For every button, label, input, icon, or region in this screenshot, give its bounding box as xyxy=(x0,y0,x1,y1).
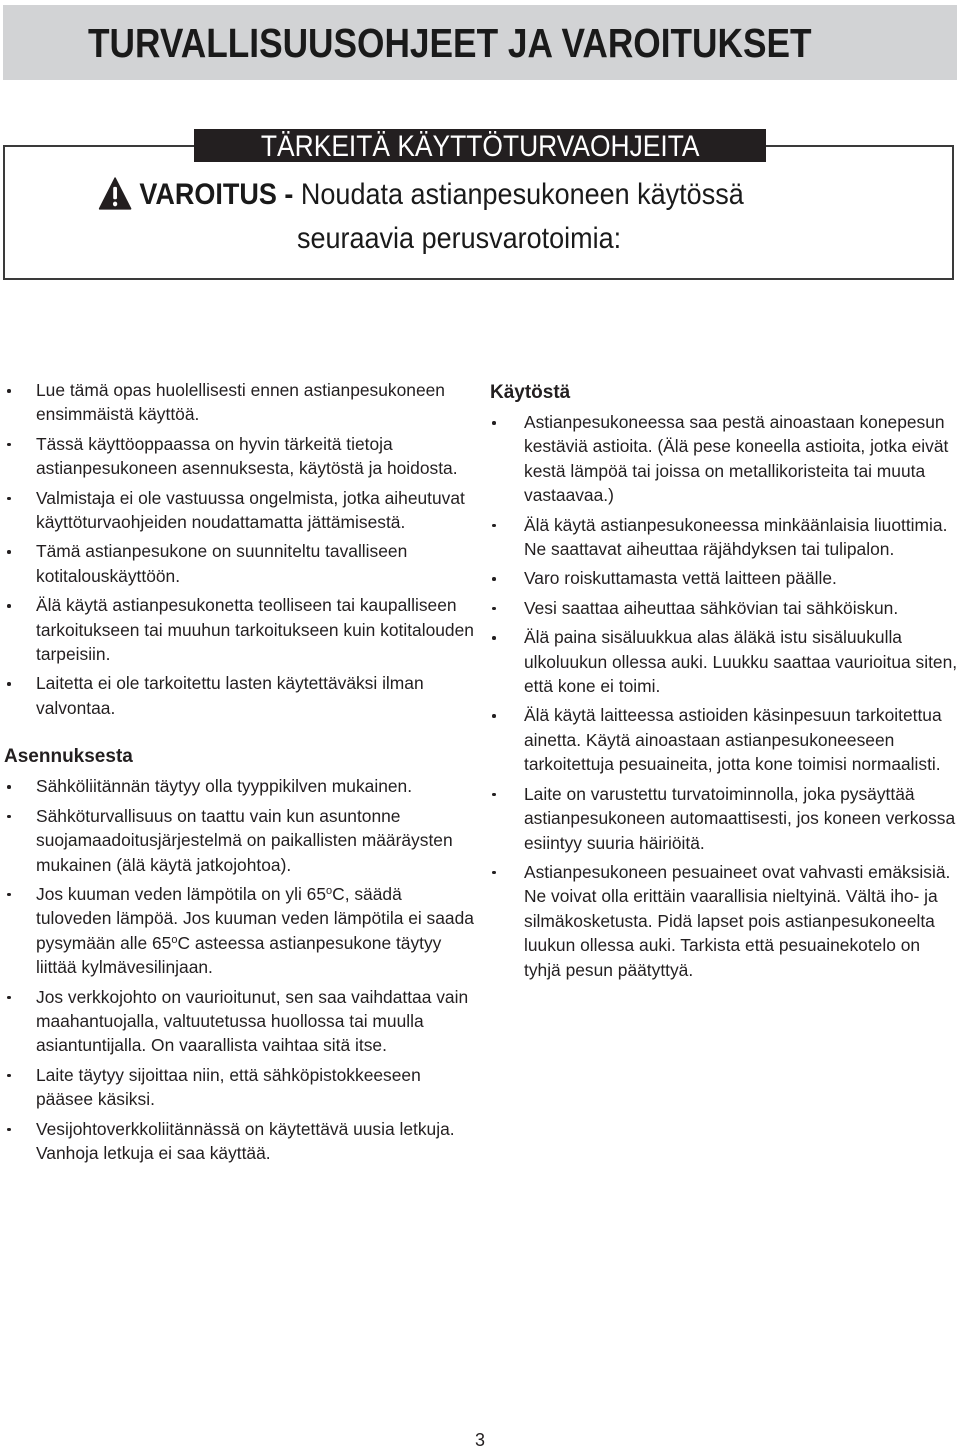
list-item: Sähköliitännän täytyy olla tyyppikilven mukainen. xyxy=(4,774,474,798)
warning-banner-text: TÄRKEITÄ KÄYTTÖTURVAOHJEITA xyxy=(260,130,700,163)
list-item: Laite on varustettu turvatoiminnolla, joka pysäyttää astianpesukoneen automaattisesti, jos koneen verkossa esiintyy suuria häiriöitä. xyxy=(490,782,960,855)
list-item: Astianpesukoneessa saa pestä ainoastaan konepesun kestäviä astioita. (Älä pese koneella astioita, jotka eivät kestä lämpöä tai joissa on metallikoristeita tai muuta vastaavaa.) xyxy=(490,410,960,508)
right-column xyxy=(490,380,960,987)
page-title: TURVALLISUUSOHJEET JA VAROITUKSET xyxy=(88,20,812,66)
page-number: 3 xyxy=(474,1430,485,1450)
list-item: Laite täytyy sijoittaa niin, että sähköpistokkeeseen pääsee käsiksi. xyxy=(4,1063,474,1112)
left-column xyxy=(4,378,474,1170)
list-item: Vesijohtoverkkoliitännässä on käytettävä uusia letkuja. Vanhoja letkuja ei saa käyttää. xyxy=(4,1117,474,1166)
text-segment: C, säädä tuloveden lämpöä. Jos kuuman veden lämpötila ei saada pysymään alle 65 xyxy=(36,883,474,953)
warning-line-1 xyxy=(98,173,815,217)
warning-label: VAROITUS - xyxy=(139,178,294,211)
warning-line-2 xyxy=(297,217,657,261)
list-item: Tässä käyttöoppaassa on hyvin tärkeitä tietoja astianpesukoneen asennuksesta, käytöstä ja hoidosta. xyxy=(4,432,474,481)
list-item: Sähköturvallisuus on taattu vain kun asuntonne suojamaadoitusjärjestelmä on paikallisten määräysten mukainen (älä käytä jatkojohtoa). xyxy=(4,804,474,877)
intro-list xyxy=(4,378,474,720)
degree-mark: o xyxy=(326,884,333,897)
warning-text-1: Noudata astianpesukoneen käytössä xyxy=(300,178,744,211)
list-item: Älä paina sisäluukkua alas äläkä istu sisäluukulla ulkoluukun ollessa auki. Luukku saattaa vaurioitua siten, että kone ei toimi. xyxy=(490,625,960,698)
list-item: Tämä astianpesukone on suunniteltu tavalliseen kotitalouskäyttöön. xyxy=(4,539,474,588)
list-item: Valmistaja ei ole vastuussa ongelmista, jotka aiheutuvat käyttöturvaohjeiden noudattamatta jättämisestä. xyxy=(4,486,474,535)
warning-text-2: seuraavia perusvarotoimia: xyxy=(297,222,622,255)
degree-mark: o xyxy=(171,933,178,946)
list-item: Älä käytä astianpesukonetta teolliseen tai kaupalliseen tarkoitukseen tai muuhun tarkoitukseen kuin kotitalouden tarpeisiin. xyxy=(4,593,474,666)
list-item: Älä käytä astianpesukoneessa minkäänlaisia liuottimia. Ne saattavat aiheuttaa räjähdyksen tai tulipalon. xyxy=(490,513,960,562)
text-segment: C asteessa astianpesukone täytyy liittää kylmävesilinjaan. xyxy=(36,932,442,978)
asennuksesta-list xyxy=(4,774,474,1165)
list-item: Vesi saattaa aiheuttaa sähkövian tai sähköiskun. xyxy=(490,596,960,620)
section-heading-kaytosta: Käytöstä xyxy=(490,382,571,403)
kaytosta-list xyxy=(490,410,960,982)
list-item: Laitetta ei ole tarkoitettu lasten käytettäväksi ilman valvontaa. xyxy=(4,671,474,720)
list-item: Älä käytä laitteessa astioiden käsinpesuun tarkoitettua ainetta. Käytä ainoastaan astianpesukoneeseen tarkoitettuja pesuaineita, jotta kone toimisi normaalisti. xyxy=(490,703,960,776)
warning-banner xyxy=(194,129,766,162)
list-item: Astianpesukoneen pesuaineet ovat vahvasti emäksisiä. Ne voivat olla erittäin vaarallisia nieltyinä. Vältä iho- ja silmäkosketusta. Pidä lapset pois astianpesukoneelta luukun ollessa auki. Tarkista että pesuainekotelo on tyhjä pesun päätyttyä. xyxy=(490,860,960,982)
section-heading-asennuksesta: Asennuksesta xyxy=(4,746,133,768)
list-item: Jos verkkojohto on vaurioitunut, sen saa vaihdattaa vain maahantuojalla, valtuutetussa huollossa tai muulla asiantuntijalla. On vaarallista vaihtaa sitä itse. xyxy=(4,985,474,1058)
list-item xyxy=(4,882,474,980)
warning-triangle-icon xyxy=(98,176,132,211)
text-segment: Jos kuuman veden lämpötila on yli 65 xyxy=(36,883,327,904)
list-item: Varo roiskuttamasta vettä laitteen päälle. xyxy=(490,566,960,590)
list-item: Lue tämä opas huolellisesti ennen astianpesukoneen ensimmäistä käyttöä. xyxy=(4,378,474,427)
